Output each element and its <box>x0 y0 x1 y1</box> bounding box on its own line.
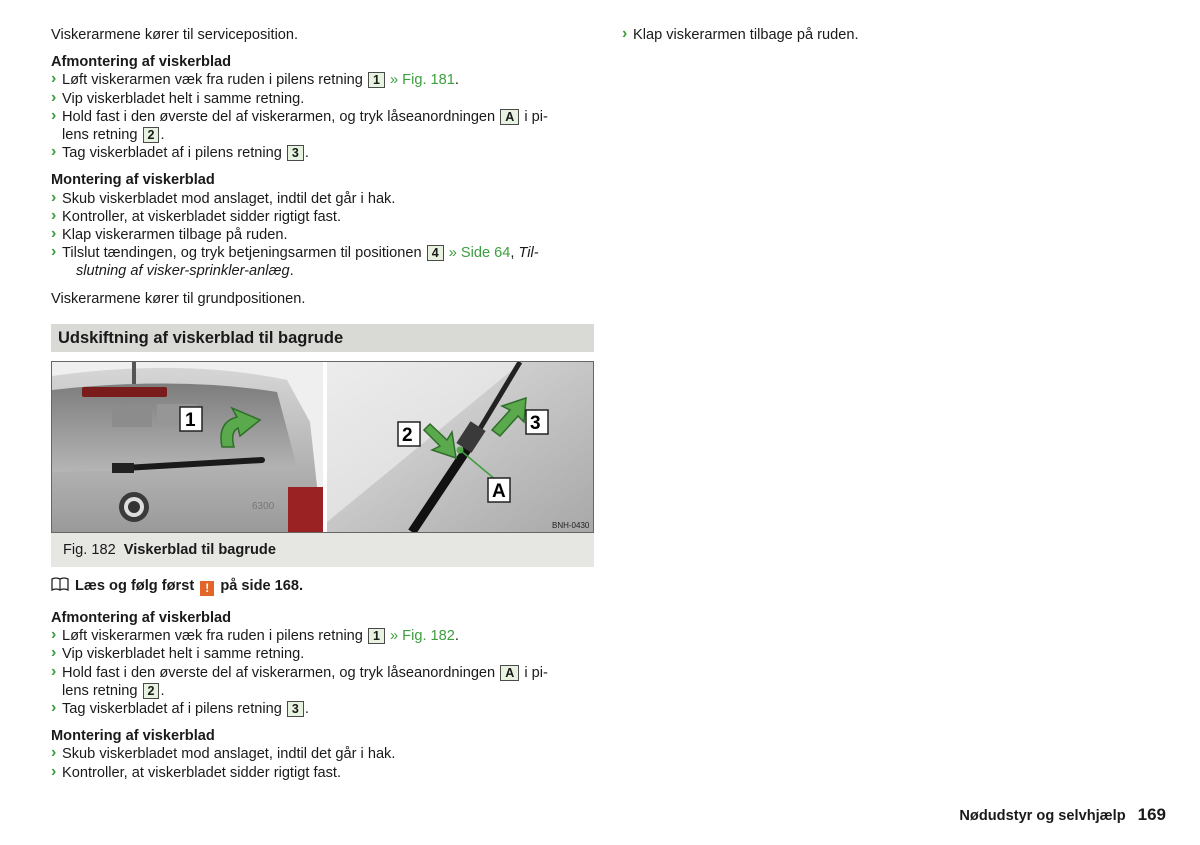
key-a: A <box>500 109 519 125</box>
page-number: 169 <box>1137 805 1166 824</box>
list-item: › Tag viskerbladet af i pilens retning 3 . <box>51 144 596 162</box>
warning-icon: ! <box>200 581 214 596</box>
list-item: › Klap viskerarmen tilbage på ruden. <box>51 226 596 244</box>
key-4: 4 <box>427 245 444 261</box>
list-item: › Skub viskerbladet mod anslaget, indtil det går i hak. <box>51 745 596 763</box>
mount-heading: Montering af viskerblad <box>51 172 215 189</box>
list-item: › Løft viskerarmen væk fra ruden i pilens retning 1 » Fig. 181. <box>51 71 596 89</box>
list-item: › Vip viskerbladet helt i samme retning. <box>51 645 596 663</box>
key-1: 1 <box>368 628 385 644</box>
car-rear-panel <box>52 362 323 532</box>
callout-1: 1 <box>185 410 196 431</box>
list-item: › Kontroller, at viskerbladet sidder rigtigt fast. <box>51 764 596 782</box>
list-item-continued: slutning af visker-sprinkler-anlæg. <box>76 263 294 280</box>
section-title: Udskiftning af viskerblad til bagrude <box>51 324 594 352</box>
left-column-bottom <box>51 609 596 782</box>
figure-svg <box>52 362 593 532</box>
list-item-continued: lens retning 2 . <box>62 127 165 144</box>
key-2: 2 <box>143 127 160 143</box>
read-first-note: Læs og følg først ! på side 168. <box>51 577 303 596</box>
right-column <box>622 26 1167 44</box>
figure-number: Fig. 182 <box>63 542 116 558</box>
side-ref-link[interactable]: » Side 64 <box>448 245 511 262</box>
fig-ref-link[interactable]: » Fig. 182 <box>390 628 455 645</box>
list-item: › Klap viskerarmen tilbage på ruden. <box>622 26 1167 44</box>
list-item: › Løft viskerarmen væk fra ruden i pilens retning 1 » Fig. 182. <box>51 627 596 645</box>
list-item: › Hold fast i den øverste del af viskerarmen, og tryk låseanordningen A i pi- <box>51 108 596 126</box>
model-badge: 6300 <box>252 501 275 512</box>
left-column-top <box>51 26 596 308</box>
callout-2: 2 <box>402 425 413 446</box>
page-footer <box>959 806 1166 825</box>
figure-title: Viskerblad til bagrude <box>123 542 276 558</box>
book-icon <box>51 577 69 591</box>
chapter-title: Nødudstyr og selvhjælp <box>959 808 1126 824</box>
closeup-panel <box>327 362 593 532</box>
list-item-continued: lens retning 2 . <box>62 682 165 699</box>
figure-code: BNH-0430 <box>552 521 590 530</box>
key-1: 1 <box>368 72 385 88</box>
list-item: › Hold fast i den øverste del af viskerarmen, og tryk låseanordningen A i pi- <box>51 664 596 682</box>
callout-3: 3 <box>530 413 541 434</box>
list-item: › Tilslut tændingen, og tryk betjeningsarmen til positionen 4 » Side 64, Til- <box>51 244 596 262</box>
list-item: › Kontroller, at viskerbladet sidder rigtigt fast. <box>51 208 596 226</box>
figure-caption <box>51 533 594 567</box>
key-a: A <box>500 665 519 681</box>
key-2: 2 <box>143 683 160 699</box>
outro-text: Viskerarmene kører til grundpositionen. <box>51 290 306 307</box>
fig-ref-link[interactable]: » Fig. 181 <box>390 72 455 89</box>
list-item: › Vip viskerbladet helt i samme retning. <box>51 90 596 108</box>
callout-a: A <box>492 481 506 502</box>
key-3: 3 <box>287 145 304 161</box>
key-3: 3 <box>287 701 304 717</box>
intro-text: Viskerarmene kører til serviceposition. <box>51 27 299 43</box>
mount-heading: Montering af viskerblad <box>51 728 215 745</box>
figure-illustration <box>51 361 594 533</box>
remove-heading: Afmontering af viskerblad <box>51 610 232 626</box>
list-item: › Skub viskerbladet mod anslaget, indtil det går i hak. <box>51 190 596 208</box>
list-item: › Tag viskerbladet af i pilens retning 3 . <box>51 700 596 718</box>
remove-heading: Afmontering af viskerblad <box>51 54 232 71</box>
